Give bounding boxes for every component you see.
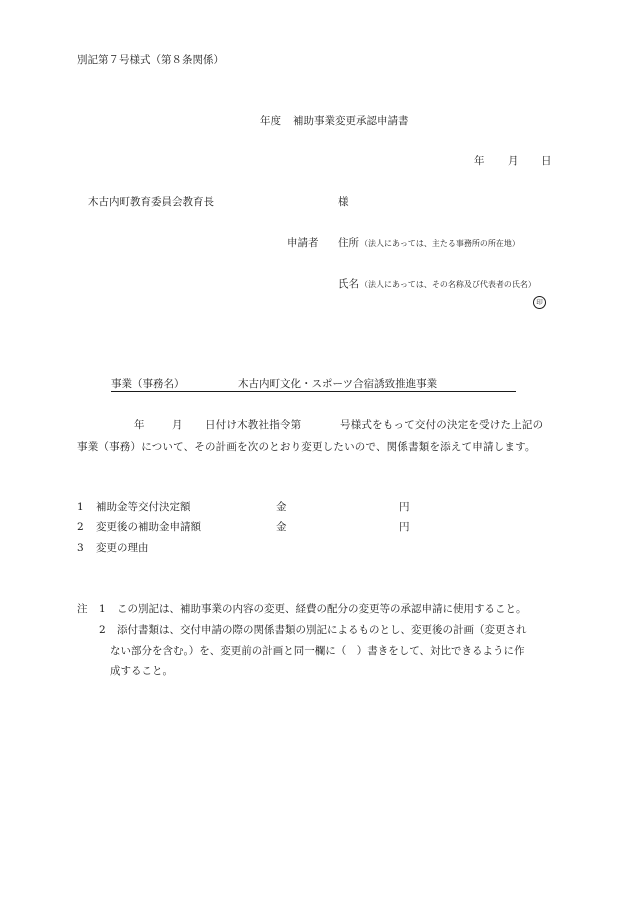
note-2-line-3: 成すること。 xyxy=(110,665,173,677)
addressee-name: 木古内町教育委員会教育長 xyxy=(88,196,214,208)
body-decision: 号様式をもって交付の決定を受けた上記の xyxy=(340,419,544,431)
body-month: 月 xyxy=(172,419,183,431)
item-2-num: 2 xyxy=(77,521,84,533)
note-2-line-1: 添付書類は、交付申請の際の関係書類の別記によるものとし、変更後の計画（変更され xyxy=(117,624,527,636)
item-2-yen: 円 xyxy=(399,521,410,533)
item-1-num: 1 xyxy=(77,501,84,513)
name-note: （法人にあっては、その名称及び代表者の氏名） xyxy=(360,280,536,289)
date-day: 日 xyxy=(541,155,552,167)
address-note: （法人にあっては、主たる事務所の所在地） xyxy=(360,239,520,248)
project-underline xyxy=(111,391,516,392)
item-3-num: 3 xyxy=(77,542,84,554)
title-year-label: 年度 xyxy=(260,115,281,127)
project-name: 木古内町文化・スポーツ合宿誘致推進事業 xyxy=(238,378,438,390)
project-label: 事業（事務名） xyxy=(111,378,185,390)
note-1-text: この別記は、補助事業の内容の変更、経費の配分の変更等の承認申請に使用すること。 xyxy=(117,603,527,615)
body-directive: 日付け木教社指令第 xyxy=(205,419,302,431)
page-title: 補助事業変更承認申請書 xyxy=(293,115,409,127)
address-label: 住所 xyxy=(338,237,359,249)
item-2-label: 変更後の補助金申請額 xyxy=(96,521,201,533)
seal-mark xyxy=(533,296,546,309)
date-month: 月 xyxy=(508,155,519,167)
body-line-2: 事業（事務）について、その計画を次のとおり変更したいので、関係書類を添えて申請します。 xyxy=(77,441,536,453)
item-1-kin: 金 xyxy=(276,501,287,513)
note-1-num: 1 xyxy=(99,603,106,615)
applicant-label: 申請者 xyxy=(287,237,319,249)
item-2-kin: 金 xyxy=(276,521,287,533)
addressee-honorific: 様 xyxy=(338,196,349,208)
form-number: 別記第７号様式（第８条関係） xyxy=(77,54,224,66)
name-label: 氏名 xyxy=(338,278,359,290)
date-year: 年 xyxy=(474,155,485,167)
body-year: 年 xyxy=(134,419,145,431)
item-3-label: 変更の理由 xyxy=(96,542,149,554)
note-2-num: 2 xyxy=(99,624,106,636)
item-1-label: 補助金等交付決定額 xyxy=(96,501,191,513)
seal-circle: 印 xyxy=(533,296,546,309)
notes-label: 注 xyxy=(77,603,88,615)
note-2-line-2: ない部分を含む。）を、変更前の計画と同一欄に（ ）書きをして、対比できるように作 xyxy=(110,645,525,657)
item-1-yen: 円 xyxy=(399,501,410,513)
